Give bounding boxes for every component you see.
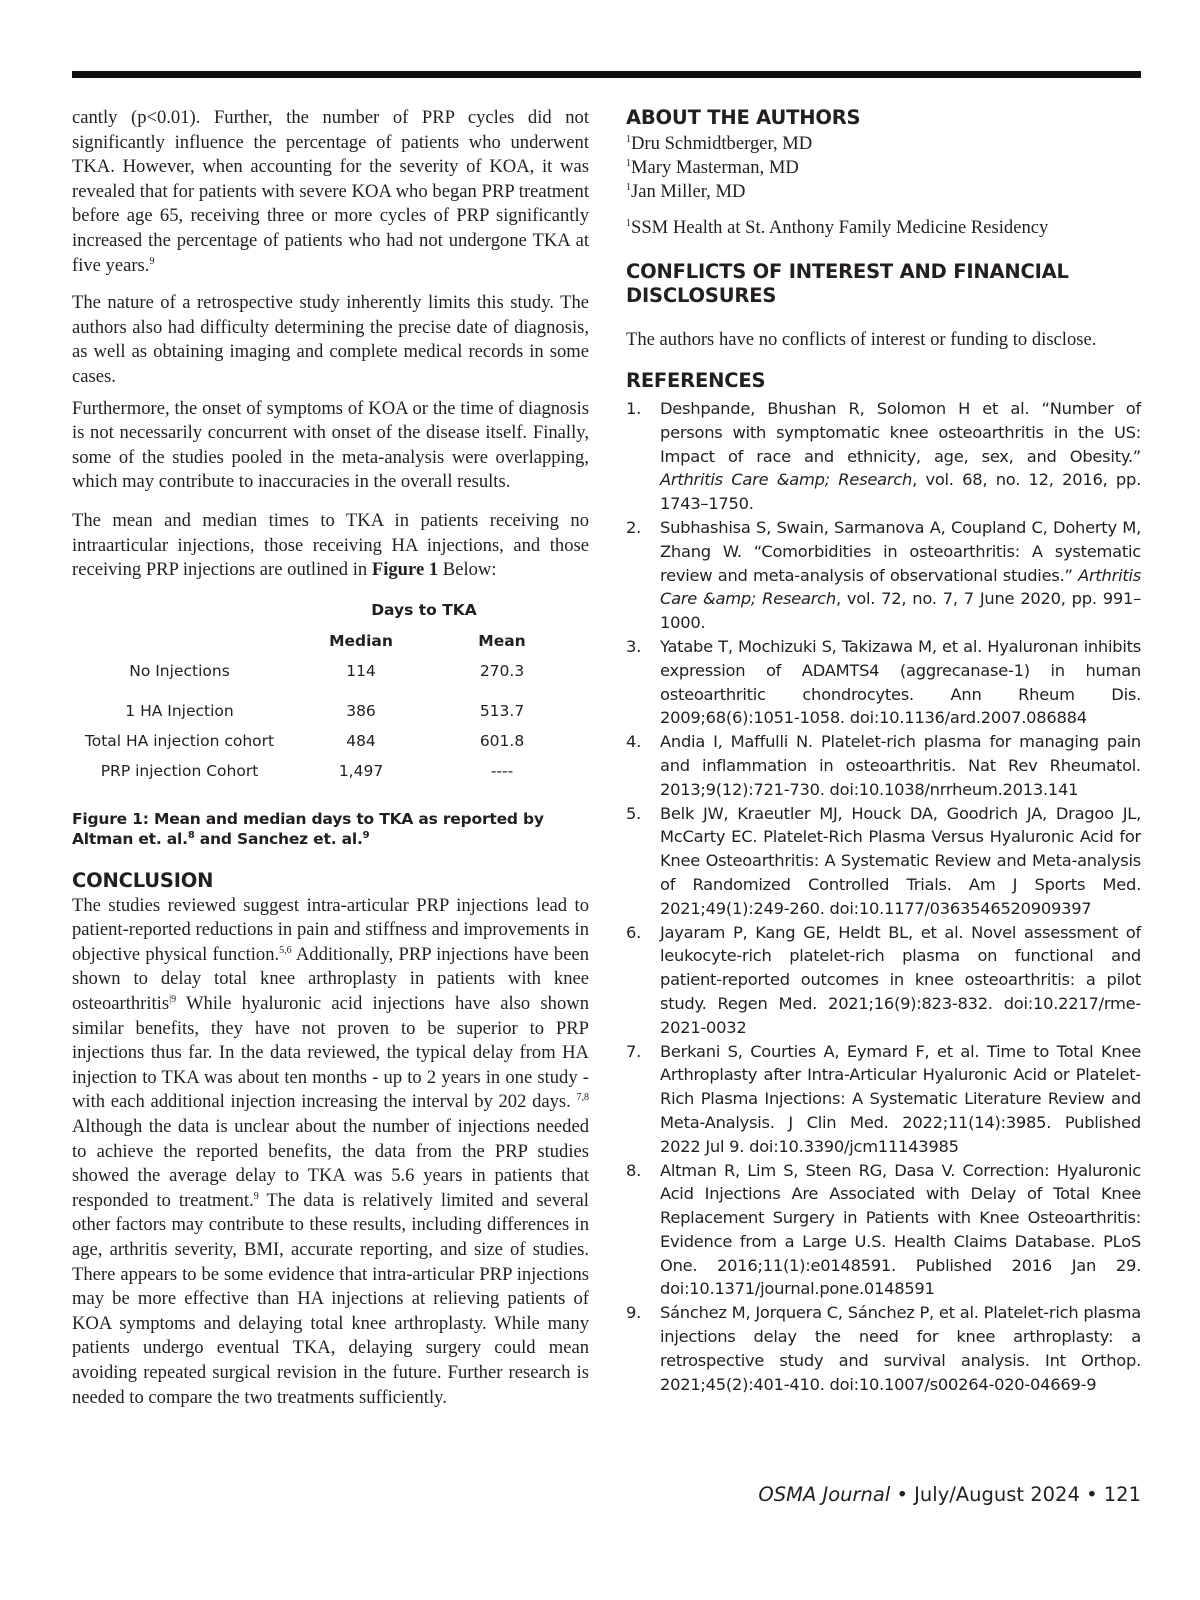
table-row bbox=[72, 762, 589, 786]
affiliation: $^1$SSM Health at St. Anthony Family Medicine Residency bbox=[626, 217, 1049, 238]
row-label: No Injections bbox=[129, 661, 230, 680]
conflicts-text: The authors have no conflicts of interest or funding to disclose. bbox=[626, 329, 1097, 350]
about-authors-heading: ABOUT THE AUTHORS bbox=[626, 106, 861, 129]
column-header-mean: Mean bbox=[478, 631, 526, 650]
row-median: 484 bbox=[346, 731, 376, 750]
issue-and-page: • July/August 2024 • 121 bbox=[890, 1483, 1141, 1506]
row-mean: ---- bbox=[490, 761, 514, 780]
page-footer bbox=[758, 1483, 1141, 1506]
conclusion-text: The studies reviewed suggest intra-articular PRP injections lead to patient-reported reductions in pain and stiffness and improvements in objective physical function.$^{5,6}$ Additionally, PRP injections have been shown to delay total knee arthroplasty in patients with knee osteoarthritis$^{|9}$ While hyaluronic acid injections have also shown similar benefits, they have not proven to be superior to PRP injections thus far. In the data reviewed, the typical delay from HA injection to TKA was about ten months - up to 2 years in one study - with each additional injection increasing the interval by 202 days. $^{7,8}$ Although the data is unclear about the number of injections needed to achieve the reported benefits, the data from the PRP studies showed the average delay to TKA was 5.6 years in patients that responded to treatment.$^9$ The data is relatively limited and several other factors may contribute to these results, including differences in age, arthritis severity, BMI, accurate reporting, and size of studies. There appears to be some evidence that intra-articular PRP injections may be more effective than HA injections at relieving patients of KOA symptoms and delaying total knee arthroplasty. While many patients undergo eventual TKA, delaying surgery could mean avoiding repeated surgical revision in the future. Further research is needed to compare the two treatments sufficiently. bbox=[72, 894, 589, 1408]
top-rule bbox=[72, 71, 1141, 78]
row-median: 1,497 bbox=[338, 761, 384, 780]
paragraph-4: The mean and median times to TKA in patients receiving no intraarticular injections, those receiving HA injections, and those receiving PRP injections are outlined in Figure 1 Below: bbox=[72, 509, 589, 581]
row-mean: 513.7 bbox=[479, 701, 525, 720]
row-mean: 270.3 bbox=[479, 661, 525, 680]
journal-name: OSMA Journal bbox=[758, 1483, 891, 1506]
column-header-median: Median bbox=[329, 631, 393, 650]
row-median: 386 bbox=[346, 701, 376, 720]
author-item: $^1$Dru Schmidtberger, MD bbox=[626, 133, 813, 154]
reference-item: 7. Berkani S, Courties A, Eymard F, et al. Time to Total Knee Arthroplasty after Intra-Articular Hyaluronic Acid or Platelet-Rich Plasma Injections: A Systematic Literature Review and Meta-Analysis. J Clin Med. 2022;11(14):3985. Published 2022 Jul 9. doi:10.3390/jcm11143985 bbox=[626, 1041, 1141, 1156]
table-row bbox=[72, 732, 589, 756]
right-column bbox=[626, 106, 1141, 1396]
author-list bbox=[626, 132, 1141, 204]
reference-item: 8. Altman R, Lim S, Steen RG, Dasa V. Correction: Hyaluronic Acid Injections Are Associated with Delay of Total Knee Replacement Surgery in Patients with Knee Osteoarthritis: Evidence from a Large U.S. Health Claims Database. PLoS One. 2016;11(1):e0148591. Published 2016 Jan 29. doi:10.1371/journal.pone.0148591 bbox=[626, 1160, 1141, 1299]
reference-item: 6. Jayaram P, Kang GE, Heldt BL, et al. Novel assessment of leukocyte-rich platelet-rich plasma on functional and patient-reported outcomes in knee osteoarthritis: a pilot study. Regen Med. 2021;16(9):823-832. doi:10.2217/rme-2021-0032 bbox=[626, 922, 1141, 1037]
row-median: 114 bbox=[346, 661, 376, 680]
left-column bbox=[72, 106, 589, 1410]
paragraph-1: cantly (p<0.01). Further, the number of PRP cycles did not significantly influence the percentage of patients who underwent TKA. However, when accounting for the severity of KOA, it was revealed that for patients with severe KOA who began PRP treatment before age 65, receiving three or more cycles of PRP significantly increased the percentage of patients who had not undergone TKA at five years.$^9$ bbox=[72, 107, 589, 276]
reference-item: 2. Subhashisa S, Swain, Sarmanova A, Coupland C, Doherty M, Zhang W. “Comorbidities in osteoarthritis: A systematic review and meta-analysis of observational studies.” Arthritis Care &amp; Research, vol. 72, no. 7, 7 June 2020, pp. 991–1000. bbox=[626, 517, 1141, 633]
reference-item: 3. Yatabe T, Mochizuki S, Takizawa M, et al. Hyaluronan inhibits expression of ADAMTS4 (aggrecanase-1) in human osteoarthritic chondrocytes. Ann Rheum Dis. 2009;68(6):1051-1058. doi:10.1136/ard.2007.086884 bbox=[626, 636, 1141, 728]
row-label: Total HA injection cohort bbox=[84, 731, 275, 750]
days-to-tka-table bbox=[72, 601, 589, 791]
references-heading: REFERENCES bbox=[626, 369, 766, 392]
row-mean: 601.8 bbox=[479, 731, 525, 750]
table-row bbox=[72, 662, 589, 686]
row-label: PRP injection Cohort bbox=[100, 761, 259, 780]
table-row bbox=[72, 702, 589, 726]
reference-item: 9. Sánchez M, Jorquera C, Sánchez P, et al. Platelet-rich plasma injections delay the need for knee arthroplasty: a retrospective study and survival analysis. Int Orthop. 2021;45(2):401-410. doi:10.1007/s00264-020-04669-9 bbox=[626, 1303, 1141, 1394]
reference-item: 1. Deshpande, Bhushan R, Solomon H et al. “Number of persons with symptomatic knee osteoarthritis in the US: Impact of race and ethnicity, age, sex, and Obesity.” Arthritis Care &amp; Research, vol. 68, no. 12, 2016, pp. 1743–1750. bbox=[626, 399, 1141, 514]
conclusion-heading: CONCLUSION bbox=[72, 868, 214, 892]
figure-caption: Figure 1: Mean and median days to TKA as reported by Altman et. al.$^8$ and Sanchez et. al.$^9$ bbox=[72, 809, 544, 848]
conflicts-heading: CONFLICTS OF INTEREST AND FINANCIAL DISCLOSURES bbox=[626, 260, 1069, 307]
reference-item: 5. Belk JW, Kraeutler MJ, Houck DA, Goodrich JA, Dragoo JL, McCarty EC. Platelet-Rich Plasma Versus Hyaluronic Acid for Knee Osteoarthritis: A Systematic Review and Meta-analysis of Randomized Controlled Trials. Am J Sports Med. 2021;49(1):249-260. doi:10.1177/0363546520909397 bbox=[626, 803, 1141, 918]
paragraph-3: Furthermore, the onset of symptoms of KOA or the time of diagnosis is not necessarily concurrent with onset of the disease itself. Finally, some of the studies pooled in the meta-analysis were overlapping, which may contribute to inaccuracies in the overall results. bbox=[72, 397, 589, 493]
reference-list bbox=[626, 397, 1141, 1396]
paragraph-2: The nature of a retrospective study inherently limits this study. The authors also had difficulty determining the precise date of diagnosis, as well as obtaining imaging and complete medical records in some cases. bbox=[72, 292, 589, 387]
table-title: Days to TKA bbox=[371, 600, 477, 619]
author-item: $^1$Jan Miller, MD bbox=[626, 181, 746, 202]
row-label: 1 HA Injection bbox=[125, 701, 234, 720]
reference-item: 4. Andia I, Maffulli N. Platelet-rich plasma for managing pain and inflammation in osteoarthritis. Nat Rev Rheumatol. 2013;9(12):721-730. doi:10.1038/nrrheum.2013.141 bbox=[626, 732, 1141, 799]
author-item: $^1$Mary Masterman, MD bbox=[626, 157, 799, 178]
